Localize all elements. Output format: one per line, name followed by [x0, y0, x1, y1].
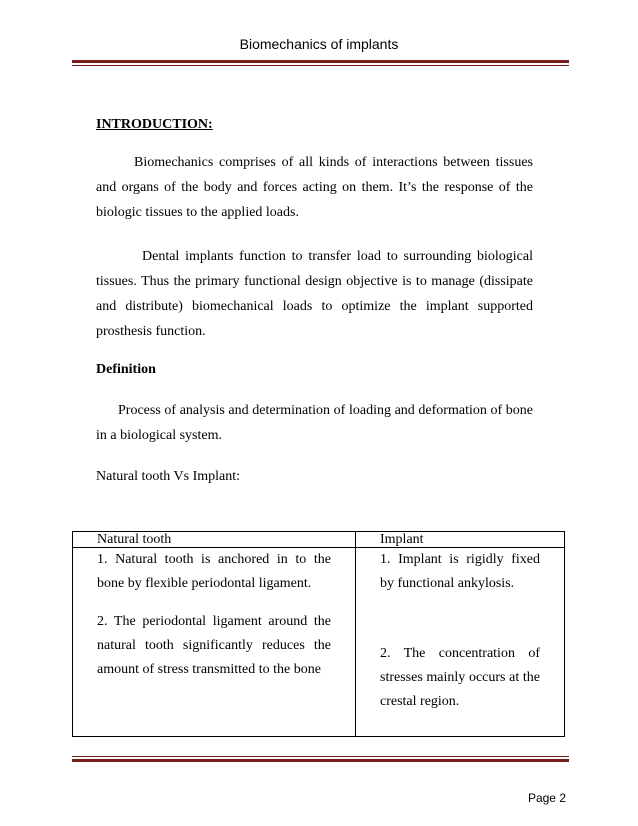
- implant-cell: [356, 548, 565, 737]
- table-row: [73, 548, 565, 737]
- definition-heading: Definition: [96, 362, 156, 377]
- table-header-row: [73, 532, 565, 548]
- col-header-natural: Natural tooth: [73, 532, 356, 548]
- natural-cell: [73, 548, 356, 737]
- page-number: Page 2: [527, 791, 566, 805]
- header-rule-thin: [72, 65, 569, 66]
- natural-point-2: 2. The periodontal ligament around the natural tooth significantly reduces the amount of stress transmitted to the bone: [97, 614, 331, 677]
- comparison-table: [72, 531, 565, 737]
- comparison-title: Natural tooth Vs Implant:: [96, 469, 240, 484]
- implant-point-1: 1. Implant is rigidly fixed by functional ankylosis.: [380, 552, 540, 591]
- definition-text: Process of analysis and determination of loading and deformation of bone in a biological system.: [96, 403, 533, 443]
- natural-point-1: 1. Natural tooth is anchored in to the bone by flexible periodontal ligament.: [97, 552, 331, 591]
- col-header-implant: Implant: [356, 532, 565, 548]
- running-header: Biomechanics of implants: [239, 36, 399, 52]
- intro-paragraph-1: Biomechanics comprises of all kinds of interactions between tissues and organs of the body and forces acting on them. It’s the response of the biologic tissues to the applied loads.: [96, 155, 533, 220]
- footer-rule-thin: [72, 756, 569, 757]
- intro-paragraph-2: Dental implants function to transfer load to surrounding biological tissues. Thus the primary functional design objective is to manage (dissipate and distribute) biomechanical loads to optimize the implant supported prosthesis function.: [96, 249, 533, 339]
- header-rule-thick: [72, 60, 569, 63]
- intro-heading: INTRODUCTION:: [96, 117, 213, 132]
- implant-point-2: 2. The concentration of stresses mainly occurs at the crestal region.: [380, 646, 540, 709]
- footer-rule-thick: [72, 759, 569, 762]
